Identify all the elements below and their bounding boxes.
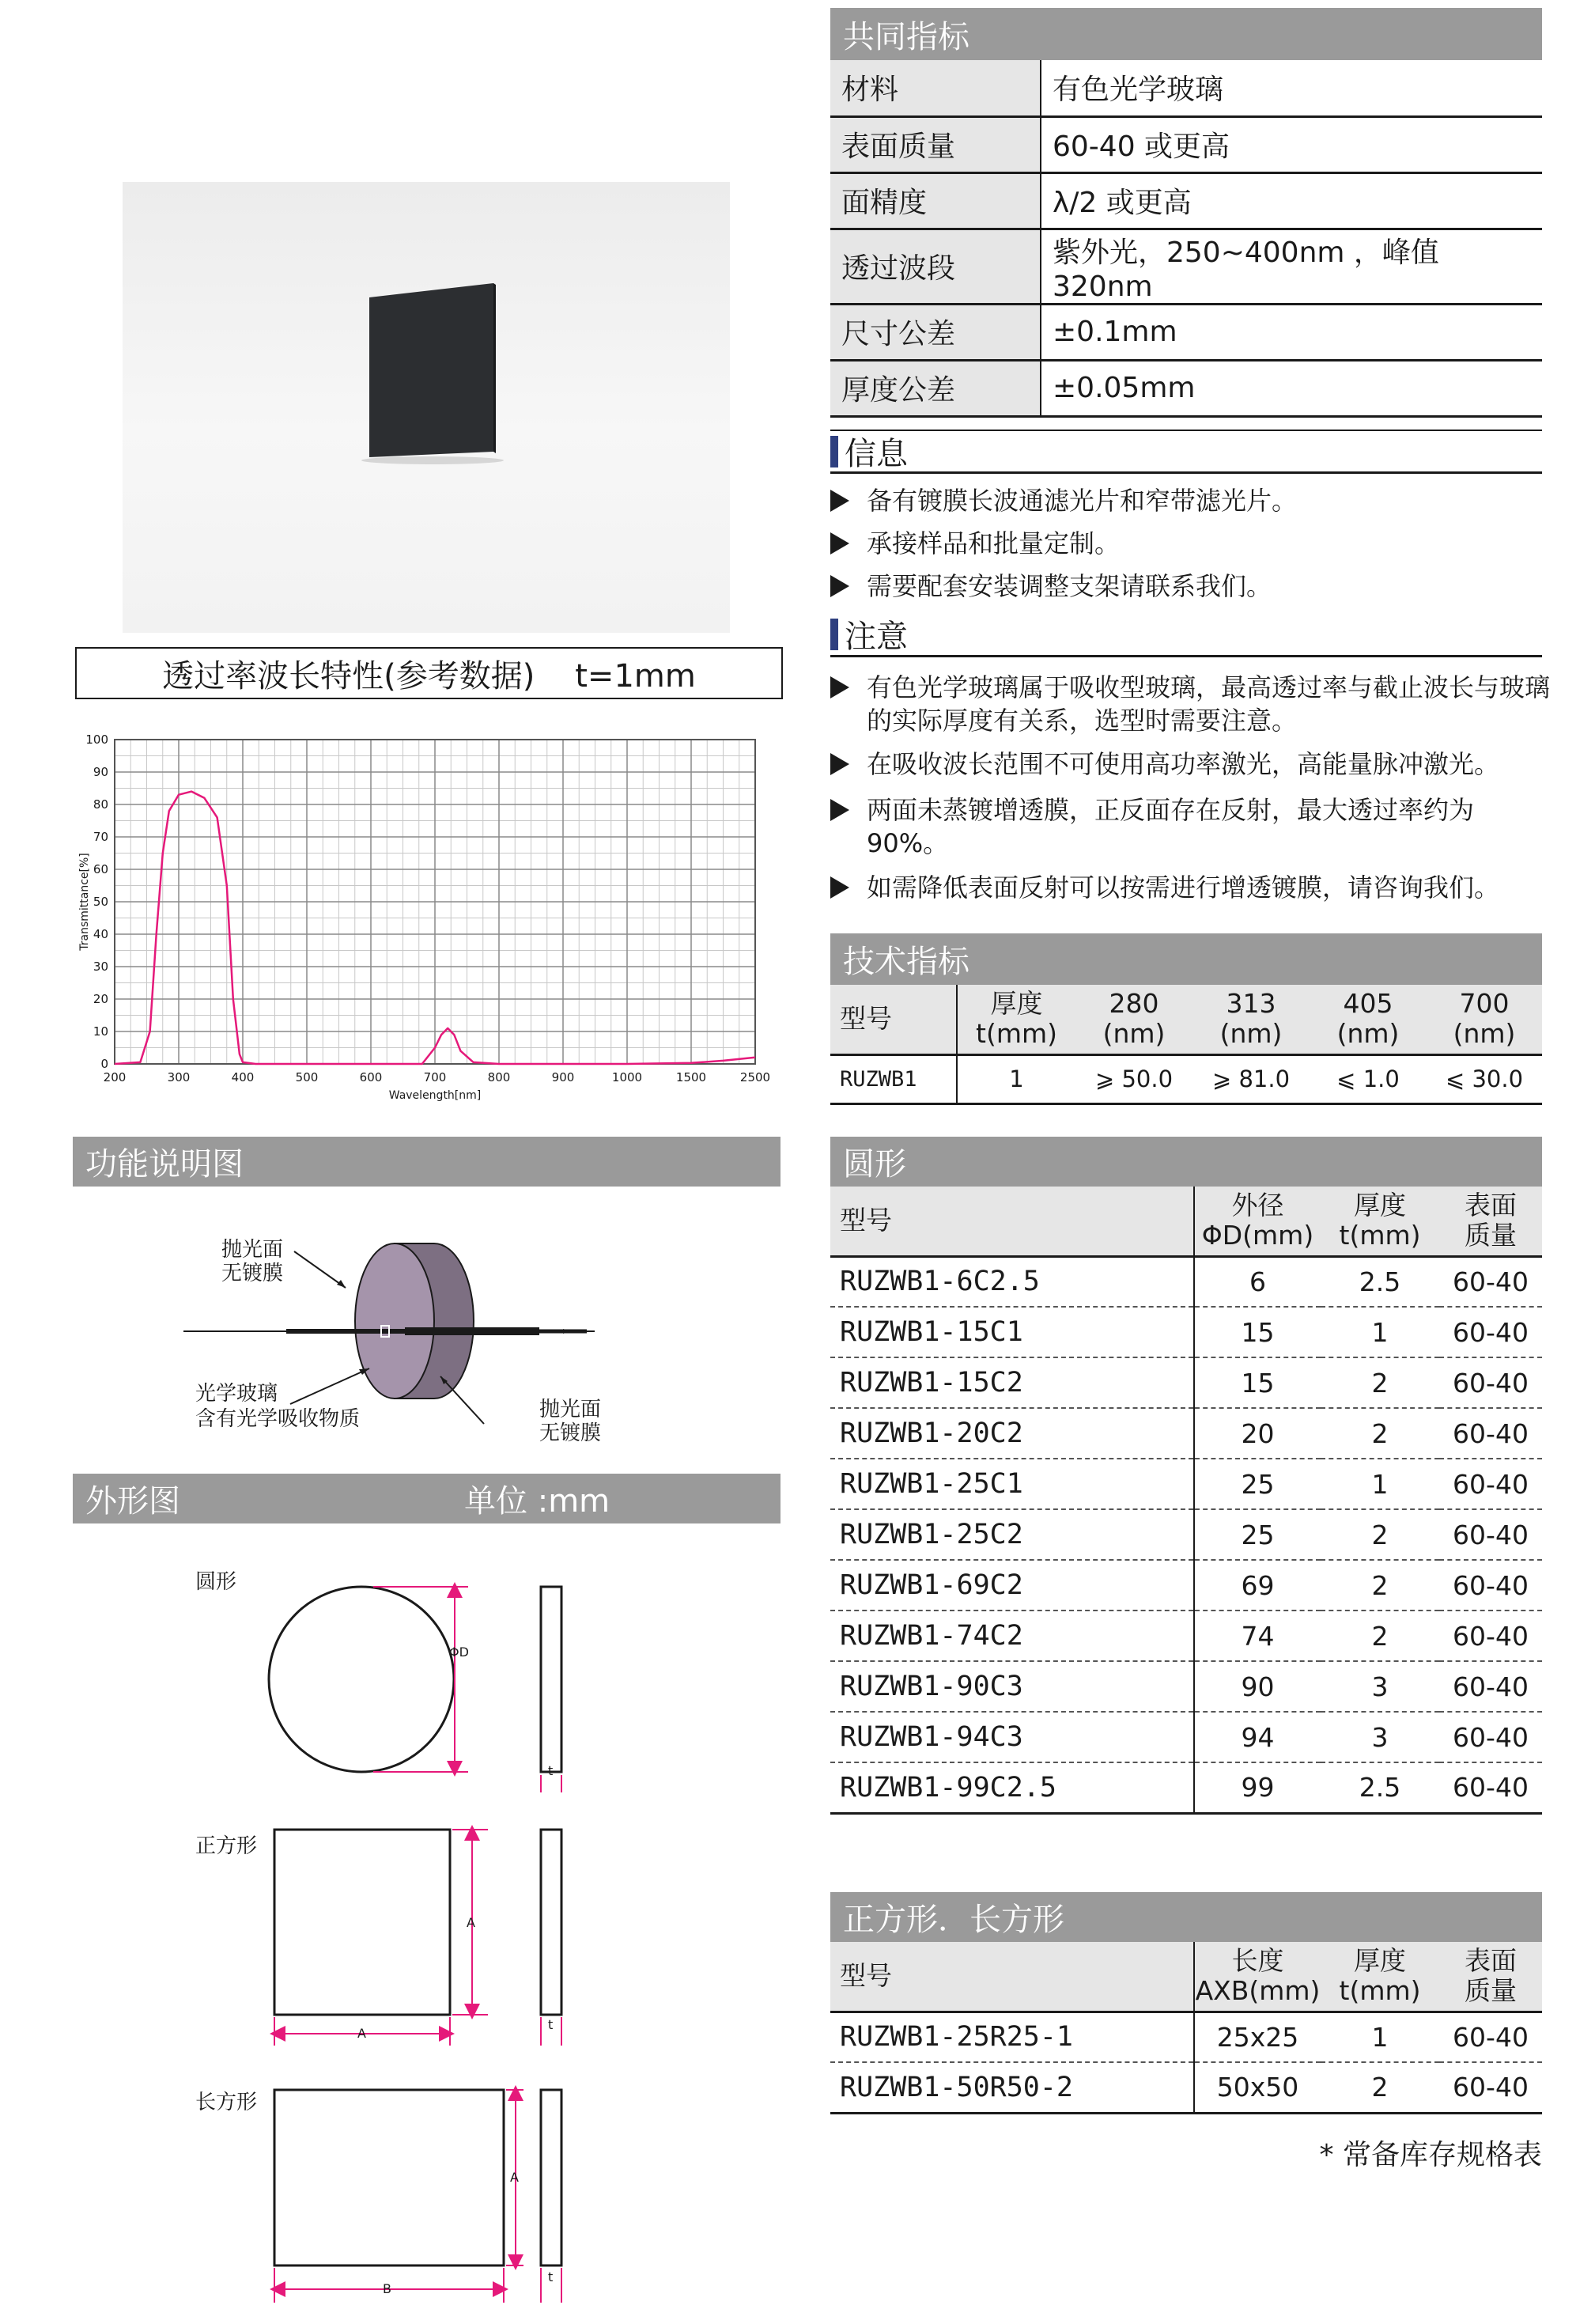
- spec-row: [830, 304, 1542, 360]
- value-cell: 60-40: [1439, 2012, 1542, 2062]
- dim-b-rect: B: [383, 2281, 391, 2296]
- x-tick-label: 900: [551, 1070, 575, 1084]
- func-label-top-1: 抛光面: [221, 1238, 284, 1262]
- spec-value: 紫外光，250~400nm ，峰值 320nm: [1041, 229, 1542, 304]
- x-tick-label: 300: [167, 1070, 191, 1084]
- col-header-line2: ΦD(mm): [1201, 1220, 1314, 1251]
- value-cell: 2: [1321, 2062, 1439, 2113]
- col-header: [1439, 1187, 1542, 1256]
- outline-header: [73, 1474, 780, 1523]
- y-tick-label: 50: [93, 895, 108, 909]
- value-cell: 15: [1194, 1357, 1321, 1408]
- chart-svg: [75, 724, 771, 1111]
- spec-key: 面精度: [830, 172, 1041, 229]
- col-header-line2: AXB(mm): [1195, 1975, 1321, 2007]
- table-row: [830, 1054, 1542, 1103]
- round-table: [830, 1187, 1542, 1815]
- spec-value: ±0.1mm: [1041, 304, 1542, 360]
- value-cell: 60-40: [1439, 1661, 1542, 1712]
- notes-item-text: 如需降低表面反射可以按需进行增透镀膜，请咨询我们。: [867, 872, 1500, 903]
- col-header: [1439, 1942, 1542, 2012]
- value-cell: 60-40: [1439, 1509, 1542, 1560]
- dim-t-rect: t: [548, 2269, 554, 2284]
- value-cell: 2.5: [1321, 1762, 1439, 1813]
- func-label-left-1: 光学玻璃: [195, 1382, 278, 1406]
- col-header: [1194, 1942, 1321, 2012]
- x-tick-label: 200: [103, 1070, 127, 1084]
- section-bar: [830, 619, 838, 650]
- value-cell: 60-40: [1439, 1712, 1542, 1762]
- spec-row: [830, 172, 1542, 229]
- product-photo: [123, 182, 730, 633]
- value-cell: ⩽ 30.0: [1427, 1054, 1542, 1103]
- tech-header-text: 技术指标: [843, 944, 969, 980]
- spec-key: 厚度公差: [830, 360, 1041, 416]
- func-header-text: 功能说明图: [85, 1146, 244, 1183]
- function-diagram-svg: [73, 1187, 780, 1448]
- spec-key: 材料: [830, 60, 1041, 116]
- outline-header-text: 外形图: [85, 1483, 180, 1520]
- notes-item-text: 在吸收波长范围不可使用高功率激光，高能量脉冲激光。: [867, 749, 1500, 779]
- value-cell: 50x50: [1194, 2062, 1321, 2113]
- table-row: [830, 1357, 1542, 1408]
- round-label: 圆形: [195, 1570, 237, 1594]
- table-row: [830, 1408, 1542, 1459]
- table-row: [830, 1307, 1542, 1357]
- col-header-line2: 质量: [1465, 1220, 1517, 1251]
- transmittance-chart: [75, 724, 771, 1111]
- x-tick-label: 500: [295, 1070, 319, 1084]
- triangle-bullet-icon: [830, 575, 849, 597]
- model-cell: RUZWB1-25C1: [830, 1459, 1194, 1509]
- y-tick-label: 90: [93, 765, 108, 779]
- y-tick-label: 40: [93, 927, 108, 941]
- triangle-bullet-icon: [830, 753, 849, 775]
- model-cell: RUZWB1-15C2: [830, 1357, 1194, 1408]
- x-tick-label: 1500: [675, 1070, 707, 1084]
- dim-a-square: A: [467, 1915, 475, 1930]
- value-cell: 2: [1321, 1509, 1439, 1560]
- common-table: [830, 60, 1542, 418]
- model-cell: RUZWB1-99C2.5: [830, 1762, 1194, 1813]
- square-label: 正方形: [195, 1834, 258, 1858]
- triangle-bullet-icon: [830, 676, 849, 698]
- value-cell: ⩾ 81.0: [1192, 1054, 1310, 1103]
- value-cell: 1: [1321, 1459, 1439, 1509]
- col-header-line1: 长度: [1231, 1945, 1284, 1977]
- x-tick-label: 700: [423, 1070, 447, 1084]
- y-tick-label: 20: [93, 992, 108, 1006]
- value-cell: 60-40: [1439, 1307, 1542, 1357]
- table-row: [830, 1611, 1542, 1661]
- col-header-line2: t(mm): [1339, 1975, 1421, 2007]
- value-cell: 90: [1194, 1661, 1321, 1712]
- spec-value: 60-40 或更高: [1041, 116, 1542, 172]
- outline-drawings-svg: [73, 1523, 780, 2324]
- notes-item: [830, 871, 1550, 904]
- value-cell: 20: [1194, 1408, 1321, 1459]
- info-item-text: 备有镀膜长波通滤光片和窄带滤光片。: [867, 486, 1298, 516]
- func-label-right-1: 抛光面: [539, 1398, 602, 1421]
- model-cell: RUZWB1-6C2.5: [830, 1256, 1194, 1307]
- dim-t-square: t: [548, 2017, 554, 2032]
- value-cell: 25: [1194, 1459, 1321, 1509]
- spec-row: [830, 116, 1542, 172]
- footnote: * 常备库存规格表: [1319, 2139, 1542, 2171]
- dim-a-square-bottom: A: [357, 2026, 366, 2041]
- value-cell: 74: [1194, 1611, 1321, 1661]
- info-item: [830, 484, 1550, 517]
- y-tick-label: 0: [100, 1057, 108, 1071]
- value-cell: 2: [1321, 1357, 1439, 1408]
- spec-key: 表面质量: [830, 116, 1041, 172]
- value-cell: ⩾ 50.0: [1075, 1054, 1192, 1103]
- model-cell: RUZWB1-25R25-1: [830, 2012, 1194, 2062]
- x-tick-label: 400: [231, 1070, 255, 1084]
- value-cell: 60-40: [1439, 1611, 1542, 1661]
- spec-key: 透过波段: [830, 229, 1041, 304]
- y-tick-label: 80: [93, 797, 108, 812]
- dim-a-rect: A: [510, 2170, 519, 2185]
- tech-table: [830, 985, 1542, 1105]
- function-diagram: [73, 1187, 780, 1448]
- triangle-bullet-icon: [830, 799, 849, 821]
- value-cell: ⩽ 1.0: [1310, 1054, 1427, 1103]
- notes-title: [830, 613, 1542, 657]
- func-label-top-2: 无镀膜: [221, 1262, 284, 1285]
- table-header-row: [830, 1187, 1542, 1256]
- spec-value: λ/2 或更高: [1041, 172, 1542, 229]
- y-tick-label: 70: [93, 830, 108, 844]
- col-header-line2: t(mm): [1339, 1220, 1421, 1251]
- square-table: [830, 1942, 1542, 2114]
- rect-label: 长方形: [195, 2091, 258, 2114]
- table-row: [830, 1762, 1542, 1813]
- col-header-line2: (nm): [1453, 1018, 1516, 1050]
- info-item-text: 需要配套安装调整支架请联系我们。: [867, 571, 1272, 601]
- col-header: [1192, 985, 1310, 1054]
- x-tick-label: 800: [487, 1070, 511, 1084]
- spec-row: [830, 229, 1542, 304]
- model-cell: RUZWB1-50R50-2: [830, 2062, 1194, 2113]
- col-header: [1321, 1187, 1439, 1256]
- notes-item: [830, 793, 1550, 860]
- value-cell: 6: [1194, 1256, 1321, 1307]
- y-tick-label: 10: [93, 1024, 108, 1039]
- y-axis-label: Transmittance[%]: [78, 853, 91, 951]
- value-cell: 60-40: [1439, 1459, 1542, 1509]
- value-cell: 60-40: [1439, 2062, 1542, 2113]
- model-cell: RUZWB1-94C3: [830, 1712, 1194, 1762]
- tech-header: [830, 933, 1542, 985]
- value-cell: 60-40: [1439, 1256, 1542, 1307]
- value-cell: 2: [1321, 1408, 1439, 1459]
- round-header: [830, 1137, 1542, 1187]
- x-tick-label: 2500: [739, 1070, 771, 1084]
- chart-title-box: [75, 647, 783, 699]
- col-header-line2: (nm): [1102, 1018, 1166, 1050]
- col-header-line1: 表面: [1465, 1945, 1517, 1977]
- common-header-text: 共同指标: [843, 18, 969, 55]
- value-cell: 60-40: [1439, 1408, 1542, 1459]
- func-header: [73, 1137, 780, 1187]
- table-row: [830, 1459, 1542, 1509]
- notes-title-text: 注意: [845, 619, 908, 655]
- value-cell: 60-40: [1439, 1560, 1542, 1611]
- table-row: [830, 2012, 1542, 2062]
- model-cell: RUZWB1-20C2: [830, 1408, 1194, 1459]
- value-cell: 15: [1194, 1307, 1321, 1357]
- chart-title: 透过率波长特性(参考数据) t=1mm: [162, 657, 696, 695]
- col-model: 型号: [830, 985, 957, 1054]
- col-header-line1: 280: [1109, 988, 1159, 1020]
- col-header-line2: 质量: [1465, 1975, 1517, 2007]
- y-tick-label: 100: [85, 732, 108, 747]
- col-header-line2: (nm): [1219, 1018, 1283, 1050]
- common-header: [830, 8, 1542, 60]
- value-cell: 1: [957, 1054, 1075, 1103]
- col-header: [1194, 1187, 1321, 1256]
- model-cell: RUZWB1-15C1: [830, 1307, 1194, 1357]
- notes-item: [830, 748, 1550, 781]
- func-label-right-2: 无镀膜: [539, 1421, 602, 1445]
- table-row: [830, 1661, 1542, 1712]
- value-cell: 99: [1194, 1762, 1321, 1813]
- spec-key: 尺寸公差: [830, 304, 1041, 360]
- round-header-text: 圆形: [843, 1146, 906, 1183]
- y-tick-label: 30: [93, 960, 108, 974]
- table-row: [830, 1712, 1542, 1762]
- outline-unit-text: 单位 :mm: [464, 1483, 610, 1520]
- value-cell: 3: [1321, 1661, 1439, 1712]
- col-header-line1: 405: [1343, 988, 1393, 1020]
- spec-value: ±0.05mm: [1041, 360, 1542, 416]
- col-header: [957, 985, 1075, 1054]
- col-model: 型号: [830, 1942, 1194, 2012]
- value-cell: 60-40: [1439, 1762, 1542, 1813]
- table-header-row: [830, 1942, 1542, 2012]
- notes-item-text: 有色光学玻璃属于吸收型玻璃，最高透过率与截止波长与玻璃的实际厚度有关系，选型时需要注意。: [867, 672, 1551, 736]
- x-tick-label: 1000: [611, 1070, 643, 1084]
- model-cell: RUZWB1-25C2: [830, 1509, 1194, 1560]
- value-cell: 94: [1194, 1712, 1321, 1762]
- table-row: [830, 1560, 1542, 1611]
- notes-item: [830, 671, 1550, 737]
- col-header-line2: t(mm): [976, 1018, 1057, 1050]
- notes-item-text: 两面未蒸镀增透膜，正反面存在反射，最大透过率约为90%。: [867, 795, 1475, 858]
- spec-value: 有色光学玻璃: [1041, 60, 1542, 116]
- info-item: [830, 570, 1550, 603]
- col-header-line1: 厚度: [1354, 1945, 1406, 1977]
- model-cell: RUZWB1-69C2: [830, 1560, 1194, 1611]
- triangle-bullet-icon: [830, 490, 849, 512]
- info-title-text: 信息: [845, 436, 908, 472]
- dim-t-round: t: [548, 1763, 554, 1778]
- value-cell: 1: [1321, 1307, 1439, 1357]
- spec-row: [830, 360, 1542, 416]
- value-cell: 25: [1194, 1509, 1321, 1560]
- col-header: [1310, 985, 1427, 1054]
- square-header-text: 正方形．长方形: [843, 1902, 1064, 1938]
- col-header-line1: 表面: [1465, 1190, 1517, 1221]
- col-header: [1427, 985, 1542, 1054]
- value-cell: 2: [1321, 1611, 1439, 1661]
- dim-d: ΦD: [449, 1645, 469, 1660]
- value-cell: 2: [1321, 1560, 1439, 1611]
- info-item: [830, 527, 1550, 560]
- col-header-line1: 700: [1459, 988, 1510, 1020]
- section-bar: [830, 436, 838, 467]
- col-header-line1: 厚度: [1354, 1190, 1406, 1221]
- model-cell: RUZWB1-74C2: [830, 1611, 1194, 1661]
- model-cell: RUZWB1-90C3: [830, 1661, 1194, 1712]
- spec-row: [830, 60, 1542, 116]
- triangle-bullet-icon: [830, 876, 849, 899]
- col-model: 型号: [830, 1187, 1194, 1256]
- model-cell: RUZWB1: [830, 1054, 957, 1103]
- func-label-left-2: 含有光学吸收物质: [195, 1407, 361, 1431]
- col-header-line2: (nm): [1336, 1018, 1400, 1050]
- col-header-line1: 厚度: [990, 988, 1043, 1020]
- table-row: [830, 2062, 1542, 2113]
- col-header-line1: 313: [1226, 988, 1276, 1020]
- value-cell: 69: [1194, 1560, 1321, 1611]
- x-axis-label: Wavelength[nm]: [388, 1089, 482, 1102]
- col-header-line1: 外径: [1231, 1190, 1284, 1221]
- value-cell: 60-40: [1439, 1357, 1542, 1408]
- info-item-text: 承接样品和批量定制。: [867, 528, 1121, 558]
- value-cell: 1: [1321, 2012, 1439, 2062]
- filter-glass-image: [123, 182, 730, 633]
- outline-drawings: [73, 1523, 780, 2324]
- table-header-row: [830, 985, 1542, 1054]
- x-tick-label: 600: [359, 1070, 383, 1084]
- table-row: [830, 1256, 1542, 1307]
- value-cell: 25x25: [1194, 2012, 1321, 2062]
- square-header: [830, 1892, 1542, 1942]
- table-row: [830, 1509, 1542, 1560]
- col-header: [1075, 985, 1192, 1054]
- value-cell: 3: [1321, 1712, 1439, 1762]
- col-header: [1321, 1942, 1439, 2012]
- info-title: [830, 430, 1542, 474]
- y-tick-label: 60: [93, 862, 108, 876]
- value-cell: 2.5: [1321, 1256, 1439, 1307]
- triangle-bullet-icon: [830, 532, 849, 555]
